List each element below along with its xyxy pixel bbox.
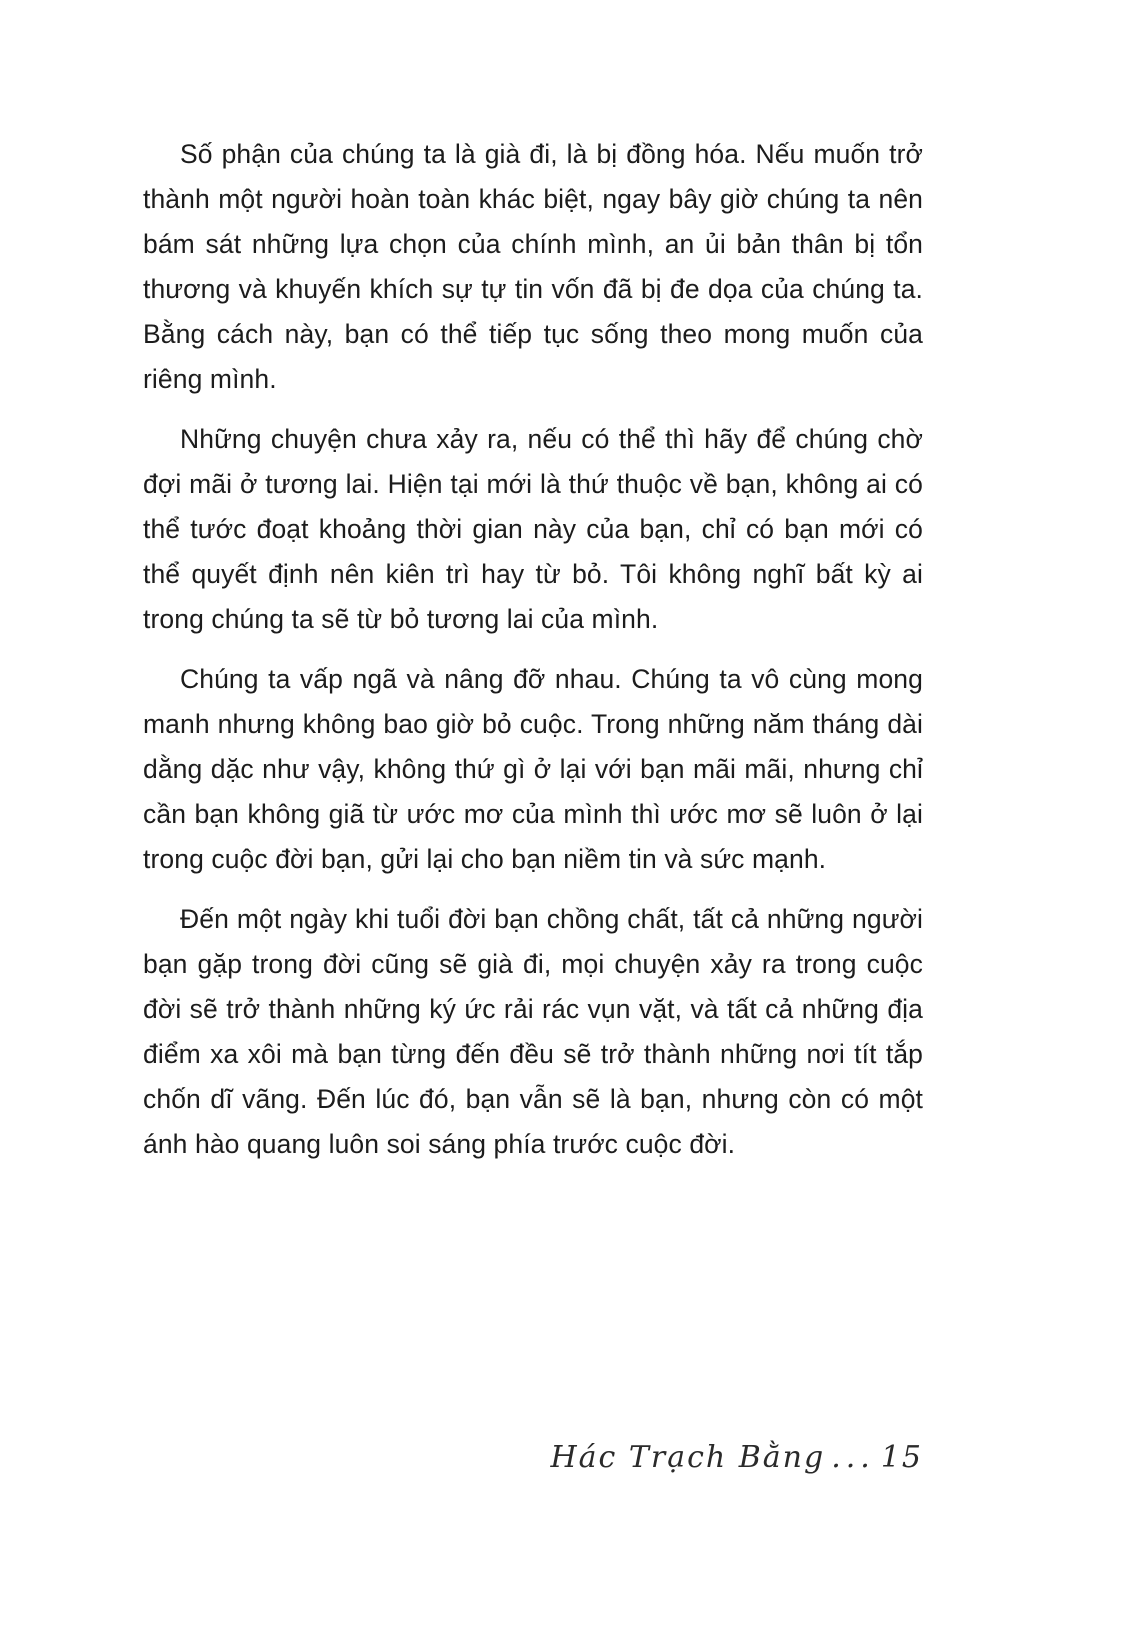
page-number: 15 [880,1440,923,1475]
paragraph-4: Đến một ngày khi tuổi đời bạn chồng chất, tất cả những người bạn gặp trong đời cũng sẽ già đi, mọi chuyện xảy ra trong cuộc đời sẽ trở thành những ký ức rải rác vụn vặt, và tất cả những địa điểm xa xôi mà bạn từng đến đều sẽ trở thành những nơi tít tắp chốn dĩ vãng. Đến lúc đó, bạn vẫn sẽ là bạn, nhưng còn có một ánh hào quang luôn soi sáng phía trước cuộc đời. [143,904,923,1159]
paragraph-1: Số phận của chúng ta là già đi, là bị đồng hóa. Nếu muốn trở thành một người hoàn toàn khác biệt, ngay bây giờ chúng ta nên bám sát những lựa chọn của chính mình, an ủi bản thân bị tổn thương và khuyến khích sự tự tin vốn đã bị đe dọa của chúng ta. Bằng cách này, bạn có thể tiếp tục sống theo mong muốn của riêng mình. [143,139,923,394]
page-footer [550,1440,923,1475]
paragraph-2: Những chuyện chưa xảy ra, nếu có thể thì hãy để chúng chờ đợi mãi ở tương lai. Hiện tại mới là thứ thuộc về bạn, không ai có thể tước đoạt khoảng thời gian này của bạn, chỉ có bạn mới có thể quyết định nên kiên trì hay từ bỏ. Tôi không nghĩ bất kỳ ai trong chúng ta sẽ từ bỏ tương lai của mình. [143,424,923,634]
footer-author: Hác Trạch Bằng [550,1440,826,1475]
footer-separator: ... [831,1440,875,1475]
paragraph-3: Chúng ta vấp ngã và nâng đỡ nhau. Chúng ta vô cùng mong manh nhưng không bao giờ bỏ cuộc. Trong những năm tháng dài dằng dặc như vậy, không thứ gì ở lại với bạn mãi mãi, nhưng chỉ cần bạn không giã từ ước mơ của mình thì ước mơ sẽ luôn ở lại trong cuộc đời bạn, gửi lại cho bạn niềm tin và sức mạnh. [143,664,923,874]
body-text [143,132,923,1182]
